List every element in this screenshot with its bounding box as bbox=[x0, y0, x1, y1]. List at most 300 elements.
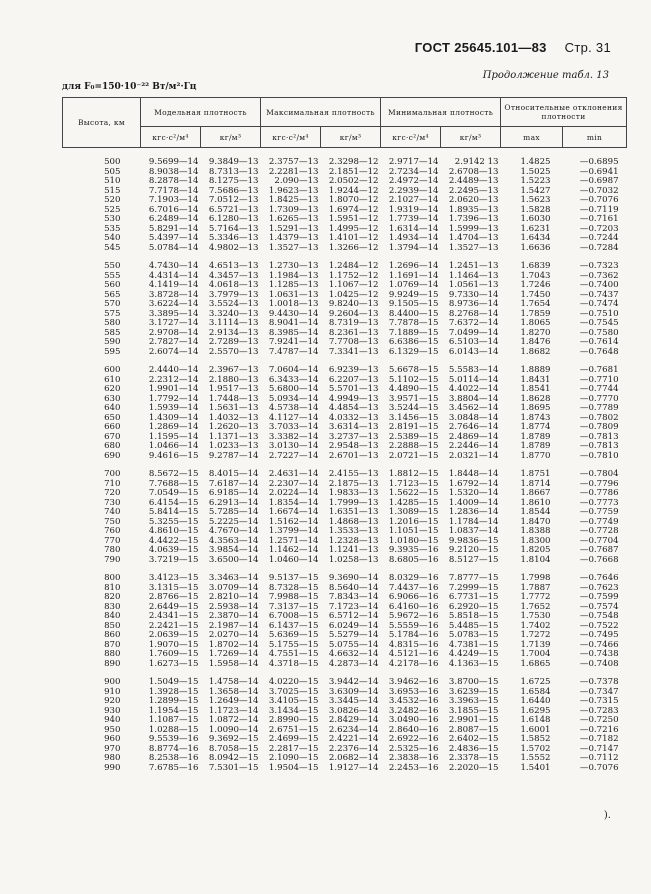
table-cell: 7.7688—15 bbox=[148, 478, 199, 489]
table-cell: 2.4341—15 bbox=[148, 611, 199, 621]
table-cell: 3.8700—15 bbox=[448, 677, 499, 687]
table-row bbox=[63, 348, 627, 358]
table-cell: 1.8743 bbox=[520, 412, 551, 423]
table-cell: 1.6001 bbox=[520, 724, 551, 735]
table-cell: —0.7710 bbox=[579, 374, 619, 385]
unit-header: кг/м³ bbox=[321, 127, 381, 148]
table-cell: 3.1727—14 bbox=[148, 318, 199, 328]
table-cell: 7.9241—14 bbox=[268, 337, 319, 347]
table-cell: 3.7025—15 bbox=[268, 686, 319, 697]
table-cell: 1.5622—15 bbox=[388, 488, 439, 498]
table-cell: 6.7731—15 bbox=[448, 592, 499, 602]
table-cell: 1.0180—15 bbox=[388, 535, 439, 546]
table-cell: 7.1723—14 bbox=[328, 601, 379, 612]
table-cell: 1.8205 bbox=[520, 545, 551, 555]
table-cell: 3.9442—14 bbox=[328, 677, 379, 687]
table-cell: 1.6295 bbox=[520, 705, 551, 716]
table-cell: 830 bbox=[104, 601, 121, 612]
table-cell: 9.9836—15 bbox=[448, 535, 499, 546]
table-cell: 535 bbox=[104, 223, 121, 234]
table-cell: 1.8695 bbox=[520, 403, 551, 413]
table-cell: —0.7623 bbox=[579, 582, 619, 593]
table-cell: 1.1784—14 bbox=[448, 516, 499, 527]
table-cell: 4.6513—13 bbox=[208, 261, 259, 271]
table-cell: 3.1114—13 bbox=[208, 318, 259, 328]
table-cell: —0.7687 bbox=[579, 545, 619, 555]
table-cell: 1.8667 bbox=[520, 488, 551, 498]
table-cell: 1.6792—14 bbox=[448, 478, 499, 489]
table-cell: 2.090—13 bbox=[274, 176, 319, 186]
table-cell: 1.0872—14 bbox=[208, 715, 259, 725]
table-cell: 640 bbox=[104, 403, 121, 413]
table-cell: 9.3690—14 bbox=[328, 573, 379, 583]
table-cell: 1.5223 bbox=[520, 176, 551, 186]
table-cell: 7.5686—13 bbox=[208, 185, 259, 196]
table-cell: 6.2207—13 bbox=[328, 374, 379, 385]
table-cell: 4.3718—15 bbox=[268, 658, 319, 669]
table-cell: 700 bbox=[104, 469, 121, 479]
table-cell: 7.7178—14 bbox=[148, 185, 199, 196]
table-cell: 2.0682—14 bbox=[328, 753, 379, 763]
table-cell: 1.9833—13 bbox=[328, 488, 379, 498]
table-cell: 6.3433—14 bbox=[268, 374, 319, 385]
table-cell: 565 bbox=[104, 289, 121, 300]
table-cell: 2.8087—15 bbox=[448, 724, 499, 735]
table-cell: 1.8354—14 bbox=[268, 497, 319, 508]
table-cell: 2.4221—14 bbox=[328, 734, 379, 744]
table-cell: 515 bbox=[104, 185, 121, 196]
table-cell: 3.0848—14 bbox=[448, 412, 499, 423]
table-cell: 6.5712—14 bbox=[328, 611, 379, 621]
table-cell: 1.0258—13 bbox=[328, 554, 379, 565]
table-cell: 2.2446—14 bbox=[448, 441, 499, 451]
table-cell: —0.7810 bbox=[579, 450, 619, 461]
table-cell: 900 bbox=[104, 677, 121, 687]
table-cell: —0.7614 bbox=[579, 337, 619, 347]
table-cell: 4.3563—14 bbox=[208, 535, 259, 546]
table-cell: 1.8541 bbox=[520, 384, 551, 394]
table-cell: 1.6839 bbox=[520, 261, 551, 271]
table-cell: 2.5938—14 bbox=[208, 601, 259, 612]
table-cell: 4.7551—15 bbox=[268, 649, 319, 659]
table-cell: 1.8702—14 bbox=[208, 639, 259, 650]
table-cell: —0.7182 bbox=[579, 734, 619, 744]
table-cell: 5.0755—14 bbox=[328, 639, 379, 650]
table-cell: 2.4972—14 bbox=[388, 176, 439, 186]
table-cell: 990 bbox=[104, 762, 121, 773]
table-cell: 710 bbox=[104, 478, 121, 489]
table-cell: 1.1752—12 bbox=[328, 270, 379, 281]
table-cell: 2.1027—14 bbox=[388, 195, 439, 205]
table-cell: 1.6265—13 bbox=[268, 214, 319, 224]
table-cell: 525 bbox=[104, 204, 121, 215]
table-cell: 3.7219—15 bbox=[148, 554, 199, 565]
table-cell: 3.6314—13 bbox=[328, 422, 379, 432]
table-cell: 2.6234—14 bbox=[328, 724, 379, 735]
table-cell: 600 bbox=[104, 365, 121, 375]
table-cell: 4.2873—14 bbox=[328, 658, 379, 669]
table-cell: 950 bbox=[104, 724, 121, 735]
table-cell: —0.7438 bbox=[579, 649, 619, 659]
table-cell: 9.1505—15 bbox=[388, 299, 439, 309]
table-cell: 1.8448—14 bbox=[448, 469, 499, 479]
table-cell: 860 bbox=[104, 630, 121, 640]
table-cell: 3.3463—14 bbox=[208, 573, 259, 583]
table-cell: 1.9127—14 bbox=[328, 762, 379, 773]
table-cell: 1.1723—14 bbox=[208, 705, 259, 716]
table-cell: —0.7315 bbox=[579, 696, 619, 706]
table-cell: 1.5999—13 bbox=[448, 223, 499, 234]
table-cell: 2.5570—13 bbox=[208, 346, 259, 357]
table-cell: 1.8770 bbox=[520, 450, 551, 461]
table-cell: 1.0460—14 bbox=[268, 554, 319, 565]
table-cell: 1.5552 bbox=[520, 753, 551, 763]
table-cell: 1.3527—13 bbox=[448, 242, 499, 253]
table-cell: 1.9517—13 bbox=[208, 384, 259, 394]
table-cell: 9.2787—14 bbox=[208, 450, 259, 461]
table-cell: 1.5958—14 bbox=[208, 658, 259, 669]
table-cell: 1.1067—12 bbox=[328, 280, 379, 290]
table-cell: —0.7545 bbox=[579, 318, 619, 328]
table-cell: 4.4890—15 bbox=[388, 384, 439, 394]
table-cell: 1.6030 bbox=[520, 214, 551, 224]
table-cell: 2.8191—15 bbox=[388, 422, 439, 432]
table-cell: 575 bbox=[104, 308, 121, 319]
table-row bbox=[63, 764, 627, 774]
table-cell: 2.0639—15 bbox=[148, 630, 199, 640]
table-cell: 1.8751 bbox=[520, 469, 551, 479]
flux-condition: для F₀=150·10⁻²² Вт/м²·Гц bbox=[62, 82, 197, 92]
table-cell: 1.6636 bbox=[520, 242, 551, 253]
table-cell: 1.4995—12 bbox=[328, 223, 379, 234]
table-cell: 6.2920—15 bbox=[448, 601, 499, 612]
table-cell: 4.1419—14 bbox=[148, 280, 199, 290]
table-cell: 5.7285—14 bbox=[208, 507, 259, 517]
table-cell: 1.6865 bbox=[520, 658, 551, 669]
table-cell: 3.8804—14 bbox=[448, 393, 499, 404]
table-cell: —0.7474 bbox=[579, 299, 619, 309]
table-cell: 2.4440—14 bbox=[148, 365, 199, 375]
table-cell: 1.9319—14 bbox=[388, 204, 439, 215]
table-cell: 8.7328—15 bbox=[268, 582, 319, 593]
table-cell: 1.8610 bbox=[520, 497, 551, 508]
table-cell: 1.6273—15 bbox=[148, 658, 199, 669]
table-cell: 3.3445—14 bbox=[328, 696, 379, 706]
table-cell: 5.5701—13 bbox=[328, 384, 379, 394]
table-cell: 1.7450 bbox=[520, 289, 551, 300]
table-cell: 1.8388 bbox=[520, 526, 551, 536]
table-cell: —0.7119 bbox=[579, 204, 619, 215]
table-cell: 8.5672—15 bbox=[148, 469, 199, 479]
table-cell: 8.7313—13 bbox=[208, 166, 259, 177]
table-cell: 7.8343—14 bbox=[328, 592, 379, 602]
table-cell: 1.5951—12 bbox=[328, 214, 379, 224]
unit-header: кгс·с²/м⁴ bbox=[381, 127, 441, 148]
table-cell: 2.2939—14 bbox=[388, 185, 439, 196]
table-cell: 2.6402—15 bbox=[448, 734, 499, 744]
table-cell: 1.4285—15 bbox=[388, 497, 439, 508]
table-cell: —0.7244 bbox=[579, 233, 619, 243]
table-cell: 1.2016—15 bbox=[388, 516, 439, 527]
table-cell: 4.6632—14 bbox=[328, 649, 379, 659]
table-cell: 1.5049—15 bbox=[148, 677, 199, 687]
table-cell: 6.0249—14 bbox=[328, 620, 379, 631]
table-cell: 2.3378—15 bbox=[448, 753, 499, 763]
table-cell: 2.2817—15 bbox=[268, 743, 319, 754]
table-cell: 2.6922—16 bbox=[388, 734, 439, 744]
table-cell: —0.7759 bbox=[579, 507, 619, 517]
table-cell: 7.7708—13 bbox=[328, 337, 379, 347]
table-cell: 1.5291—13 bbox=[268, 223, 319, 234]
table-cell: —0.7076 bbox=[579, 195, 619, 205]
table-cell: 1.8544 bbox=[520, 507, 551, 517]
table-cell: 5.0934—14 bbox=[268, 393, 319, 404]
table-cell: 4.9949—13 bbox=[328, 393, 379, 404]
table-cell: 2.7227—14 bbox=[268, 450, 319, 461]
table-cell: 1.2869—14 bbox=[148, 422, 199, 432]
table-cell: 4.5121—16 bbox=[388, 649, 439, 659]
table-cell: 2.8429—14 bbox=[328, 715, 379, 725]
table-cell: 6.6386—15 bbox=[388, 337, 439, 347]
table-cell: 930 bbox=[104, 705, 121, 716]
table-cell: —0.7668 bbox=[579, 554, 619, 565]
table-cell: 1.0769—14 bbox=[388, 280, 439, 290]
table-cell: 1.5162—14 bbox=[268, 516, 319, 527]
table-cell: 1.2649—14 bbox=[208, 696, 259, 706]
table-cell: —0.7599 bbox=[579, 592, 619, 602]
table-cell: 7.9988—15 bbox=[268, 592, 319, 602]
table-cell: 4.3457—13 bbox=[208, 270, 259, 281]
table-cell: 1.4309—14 bbox=[148, 412, 199, 423]
table-cell: 580 bbox=[104, 318, 121, 328]
table-cell: 1.2899—15 bbox=[148, 696, 199, 706]
unit-header: кг/м³ bbox=[201, 127, 261, 148]
table-cell: 1.1051—15 bbox=[388, 526, 439, 536]
table-cell: 3.0130—14 bbox=[268, 441, 319, 451]
table-cell: 5.3346—13 bbox=[208, 233, 259, 243]
table-cell: 3.3240—13 bbox=[208, 308, 259, 319]
table-cell: —0.7681 bbox=[579, 365, 619, 375]
table-cell: 6.7008—15 bbox=[268, 611, 319, 621]
table-cell: 8.9736—14 bbox=[448, 299, 499, 309]
table-cell: 520 bbox=[104, 195, 121, 205]
unit-header: кг/м³ bbox=[441, 127, 501, 148]
table-cell: 1.3794—14 bbox=[388, 242, 439, 253]
table-cell: 5.5559—16 bbox=[388, 620, 439, 631]
table-cell: —0.7161 bbox=[579, 214, 619, 224]
table-cell: 6.9066—16 bbox=[388, 592, 439, 602]
table-cell: 1.8812—15 bbox=[388, 469, 439, 479]
table-cell: 1.2696—14 bbox=[388, 261, 439, 271]
table-cell: 3.0826—14 bbox=[328, 705, 379, 716]
table-cell: —0.7437 bbox=[579, 289, 619, 300]
table-cell: 1.5939—14 bbox=[148, 403, 199, 413]
table-row bbox=[63, 556, 627, 566]
table-cell: 2.4869—14 bbox=[448, 431, 499, 442]
table-cell: 8.3985—14 bbox=[268, 327, 319, 338]
table-cell: 7.6187—14 bbox=[208, 478, 259, 489]
table-cell: 8.1275—13 bbox=[208, 176, 259, 186]
table-cell: 4.8315—16 bbox=[388, 639, 439, 650]
table-cell: —0.7744 bbox=[579, 384, 619, 394]
table-cell: —0.7216 bbox=[579, 724, 619, 735]
table-cell: 1.1984—13 bbox=[268, 270, 319, 281]
table-cell: 1.8476 bbox=[520, 337, 551, 347]
table-cell: 7.2999—15 bbox=[448, 582, 499, 593]
table-cell: 7.1889—15 bbox=[388, 327, 439, 338]
table-cell: 630 bbox=[104, 393, 121, 404]
table-cell: 1.7859 bbox=[520, 308, 551, 319]
table-cell: 3.1855—15 bbox=[448, 705, 499, 716]
table-cell: —0.7283 bbox=[579, 705, 619, 716]
table-cell: 1.4704—13 bbox=[448, 233, 499, 243]
table-cell: 4.5738—14 bbox=[268, 403, 319, 413]
table-cell: 8.4015—14 bbox=[208, 469, 259, 479]
table-cell: 920 bbox=[104, 696, 121, 706]
table-cell: 9.8240—13 bbox=[328, 299, 379, 309]
table-cell: 4.0618—13 bbox=[208, 280, 259, 290]
table-row bbox=[63, 660, 627, 670]
table-cell: 8.9041—14 bbox=[268, 318, 319, 328]
table-cell: 6.4154—15 bbox=[148, 497, 199, 508]
table-cell: 1.5623 bbox=[520, 195, 551, 205]
table-cell: 2.2312—14 bbox=[148, 374, 199, 385]
max-density-header: Максимальная плотность bbox=[261, 98, 381, 127]
table-cell: 1.7609—15 bbox=[148, 649, 199, 659]
table-cell: 1.3533—13 bbox=[328, 526, 379, 536]
table-cell: —0.7362 bbox=[579, 270, 619, 281]
table-cell: 2.0321—14 bbox=[448, 450, 499, 461]
table-cell: 1.7654 bbox=[520, 299, 551, 309]
table-cell: 1.2836—14 bbox=[448, 507, 499, 517]
table-cell: 2.6701—13 bbox=[328, 450, 379, 461]
table-body bbox=[63, 148, 627, 774]
table-cell: 1.4934—14 bbox=[388, 233, 439, 243]
table-cell: 1.1462—14 bbox=[268, 545, 319, 555]
unit-header: кгс·с²/м⁴ bbox=[261, 127, 321, 148]
table-cell: 2.3838—16 bbox=[388, 753, 439, 763]
table-cell: 1.5401 bbox=[520, 762, 551, 773]
table-cell: 4.1127—14 bbox=[268, 412, 319, 423]
table-cell: 2.3870—14 bbox=[208, 611, 259, 621]
table-cell: 9.4430—14 bbox=[268, 308, 319, 319]
table-cell: 2.5389—15 bbox=[388, 431, 439, 442]
table-cell: 2.0270—14 bbox=[208, 630, 259, 640]
table-row bbox=[63, 452, 627, 462]
table-cell: 1.7998 bbox=[520, 573, 551, 583]
table-cell: 7.3137—15 bbox=[268, 601, 319, 612]
table-cell: 5.9672—16 bbox=[388, 611, 439, 621]
table-cell: —0.7323 bbox=[579, 261, 619, 271]
table-cell: 1.0090—14 bbox=[208, 724, 259, 735]
table-cell: 650 bbox=[104, 412, 121, 423]
table-cell: 1.1691—14 bbox=[388, 270, 439, 281]
table-cell: 505 bbox=[104, 166, 121, 177]
table-cell: 1.8682 bbox=[520, 346, 551, 357]
table-cell: —0.7728 bbox=[579, 526, 619, 536]
table-cell: 8.7319—13 bbox=[328, 318, 379, 328]
table-cell: 1.0233—13 bbox=[208, 441, 259, 451]
table-cell: 3.1434—15 bbox=[268, 705, 319, 716]
table-cell: 2.7827—14 bbox=[148, 337, 199, 347]
table-cell: 2.0502—12 bbox=[328, 176, 379, 186]
table-cell: 7.4437—16 bbox=[388, 582, 439, 593]
table-cell: —0.7646 bbox=[579, 573, 619, 583]
table-cell: 680 bbox=[104, 441, 121, 451]
table-cell: 690 bbox=[104, 450, 121, 461]
table-cell: 1.5320—14 bbox=[448, 488, 499, 498]
table-cell: 1.3799—14 bbox=[268, 526, 319, 536]
table-cell: 1.7309—13 bbox=[268, 204, 319, 215]
table-cell: 1.8270 bbox=[520, 327, 551, 338]
table-cell: 1.7448—13 bbox=[208, 393, 259, 404]
table-cell: 7.1903—14 bbox=[148, 195, 199, 205]
table-cell: 2.1851—12 bbox=[328, 166, 379, 177]
table-cell: —0.7347 bbox=[579, 686, 619, 697]
table-cell: 8.4400—15 bbox=[388, 308, 439, 319]
table-cell: 4.2178—16 bbox=[388, 658, 439, 669]
table-cell: 2.1987—14 bbox=[208, 620, 259, 631]
table-cell: 9.2604—13 bbox=[328, 308, 379, 319]
max-header: max bbox=[501, 127, 563, 148]
table-cell: 1.1087—15 bbox=[148, 715, 199, 725]
table-cell: —0.7804 bbox=[579, 469, 619, 479]
table-cell: 3.6953—16 bbox=[388, 686, 439, 697]
table-cell: 2.4836—15 bbox=[448, 743, 499, 754]
table-cell: 3.1456—15 bbox=[388, 412, 439, 423]
table-cell: 1.6674—14 bbox=[268, 507, 319, 517]
min-density-header: Минимальная плотность bbox=[381, 98, 501, 127]
table-cell: 1.8935—13 bbox=[448, 204, 499, 215]
table-cell: 1.6440 bbox=[520, 696, 551, 706]
table-cell: 1.7004 bbox=[520, 649, 551, 659]
table-cell: 720 bbox=[104, 488, 121, 498]
table-cell: 7.6372—14 bbox=[448, 318, 499, 328]
table-cell: 7.4787—14 bbox=[268, 346, 319, 357]
table-cell: 2.9548—13 bbox=[328, 441, 379, 451]
table-cell: —0.7704 bbox=[579, 535, 619, 546]
table-cell: 1.8104 bbox=[520, 554, 551, 565]
table-cell: 7.5301—15 bbox=[208, 762, 259, 773]
table-cell: 2.4155—13 bbox=[328, 469, 379, 479]
table-cell: 5.8518—15 bbox=[448, 611, 499, 621]
table-cell: 3.5524—13 bbox=[208, 299, 259, 309]
table-cell: 1.7043 bbox=[520, 270, 551, 281]
table-cell: 3.9854—14 bbox=[208, 545, 259, 555]
table-cell: 2.2020—15 bbox=[448, 762, 499, 773]
table-cell: 9.5539—16 bbox=[148, 734, 199, 744]
table-cell: 1.7999—13 bbox=[328, 497, 379, 508]
table-cell: 595 bbox=[104, 346, 121, 357]
table-cell: 6.4160—16 bbox=[388, 601, 439, 612]
table-cell: 2.8766—15 bbox=[148, 592, 199, 602]
table-cell: 820 bbox=[104, 592, 121, 602]
table-cell: —0.7773 bbox=[579, 497, 619, 508]
table-cell: 560 bbox=[104, 280, 121, 290]
table-cell: 3.7033—14 bbox=[268, 422, 319, 432]
table-cell: —0.6895 bbox=[579, 157, 619, 167]
table-cell: 1.4009—14 bbox=[448, 497, 499, 508]
table-cell: —0.7495 bbox=[579, 630, 619, 640]
table-cell: —0.7510 bbox=[579, 308, 619, 319]
table-cell: 570 bbox=[104, 299, 121, 309]
table-cell: 3.8728—14 bbox=[148, 289, 199, 300]
table-cell: 2.9901—15 bbox=[448, 715, 499, 725]
table-cell: 2.9134—13 bbox=[208, 327, 259, 338]
table-cell: 8.2878—14 bbox=[148, 176, 199, 186]
table-cell: 1.2620—13 bbox=[208, 422, 259, 432]
table-cell: 4.7670—14 bbox=[208, 526, 259, 536]
